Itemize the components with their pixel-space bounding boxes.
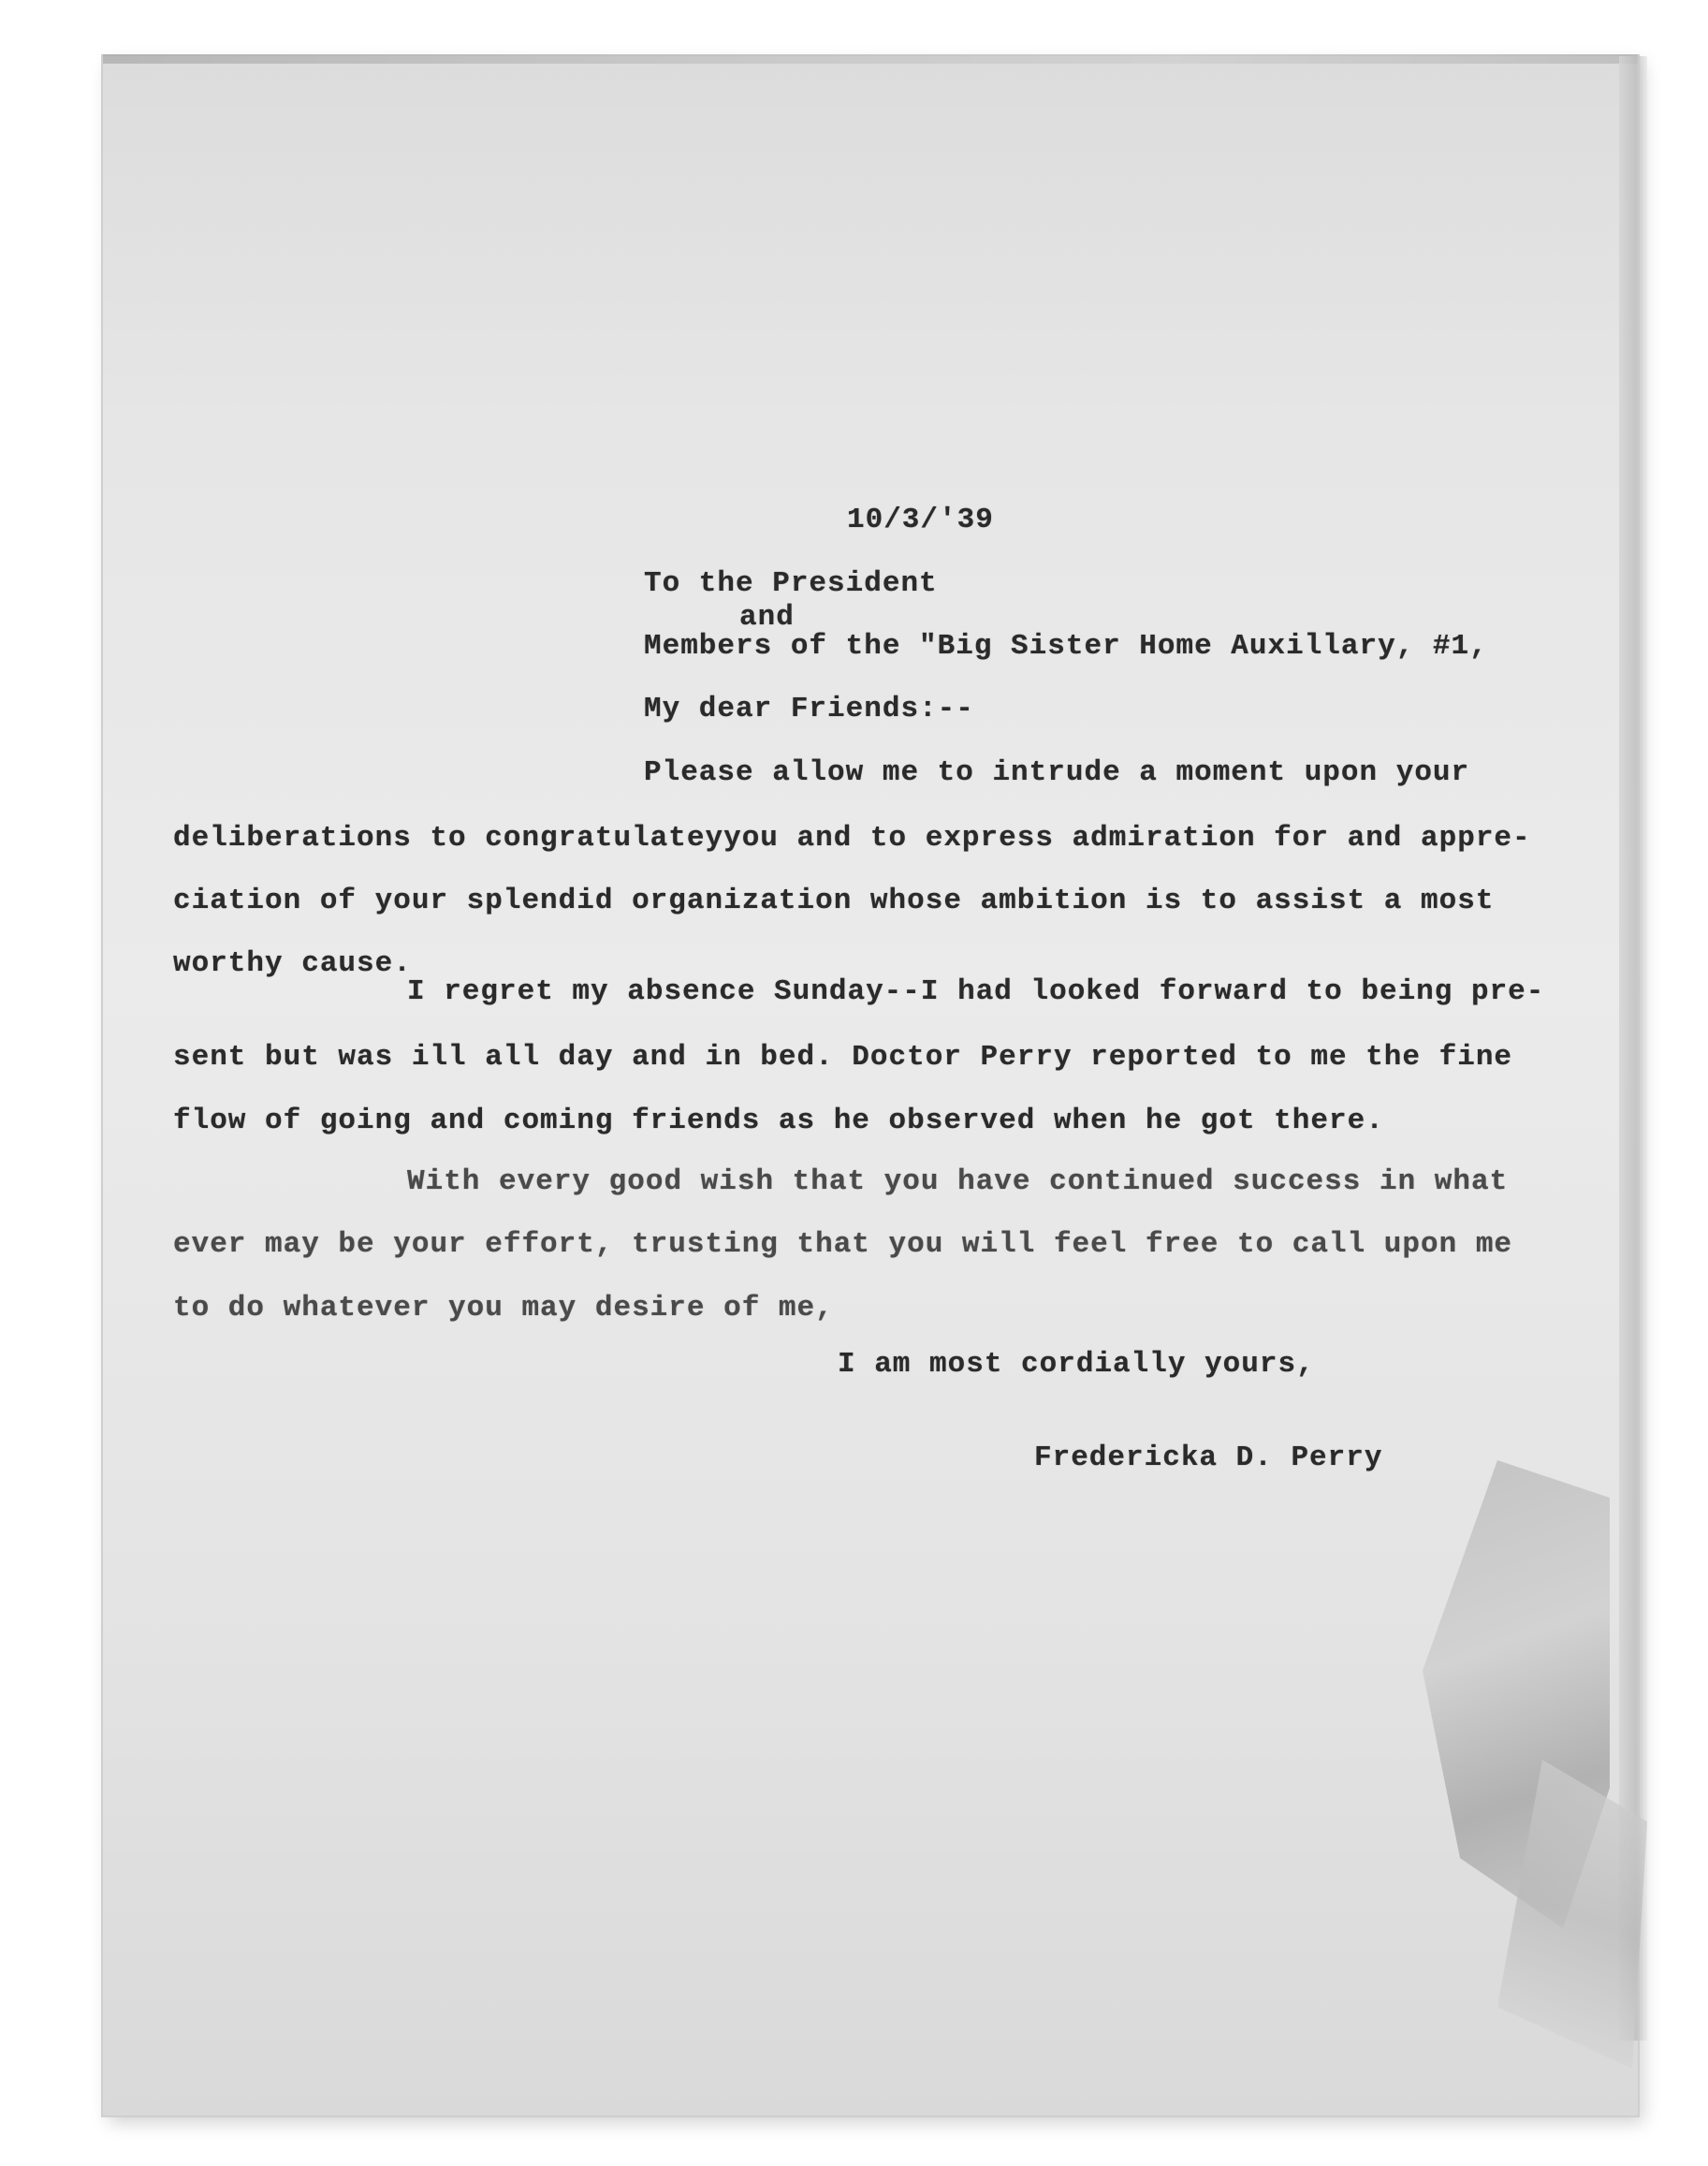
paragraph-1-line-1: Please allow me to intrude a moment upon your — [644, 756, 1470, 789]
paragraph-2-line-3: flow of going and coming friends as he observed when he got there. — [173, 1105, 1384, 1137]
paragraph-2-line-1: I regret my absence Sunday--I had looked forward to being pre- — [407, 975, 1545, 1008]
paragraph-3-line-3: to do whatever you may desire of me, — [173, 1292, 834, 1324]
paragraph-3-line-2: ever may be your effort, trusting that you will feel free to call upon me — [173, 1228, 1513, 1261]
paragraph-3-line-1: With every good wish that you have continued success in what — [407, 1165, 1509, 1198]
paragraph-1-line-2: deliberations to congratulateyyou and to express admiration for and appre- — [173, 822, 1531, 855]
letter-date: 10/3/'39 — [847, 504, 994, 536]
salutation: My dear Friends:-- — [644, 693, 974, 725]
address-line-1: To the President — [644, 567, 938, 600]
paper-sheet — [103, 56, 1638, 2115]
paper-edge-top — [103, 54, 1638, 64]
paragraph-2-line-2: sent but was ill all day and in bed. Doctor Perry reported to me the fine — [173, 1041, 1513, 1074]
paragraph-1-line-3: ciation of your splendid organization whose ambition is to assist a most — [173, 885, 1495, 917]
closing: I am most cordially yours, — [838, 1348, 1315, 1381]
paragraph-1-line-4: worthy cause. — [173, 947, 412, 980]
address-line-3: Members of the "Big Sister Home Auxillary, #1, — [644, 630, 1488, 663]
address-line-2: and — [739, 601, 795, 634]
paper-edge-right — [1619, 56, 1647, 2041]
signature: Fredericka D. Perry — [1034, 1442, 1383, 1474]
